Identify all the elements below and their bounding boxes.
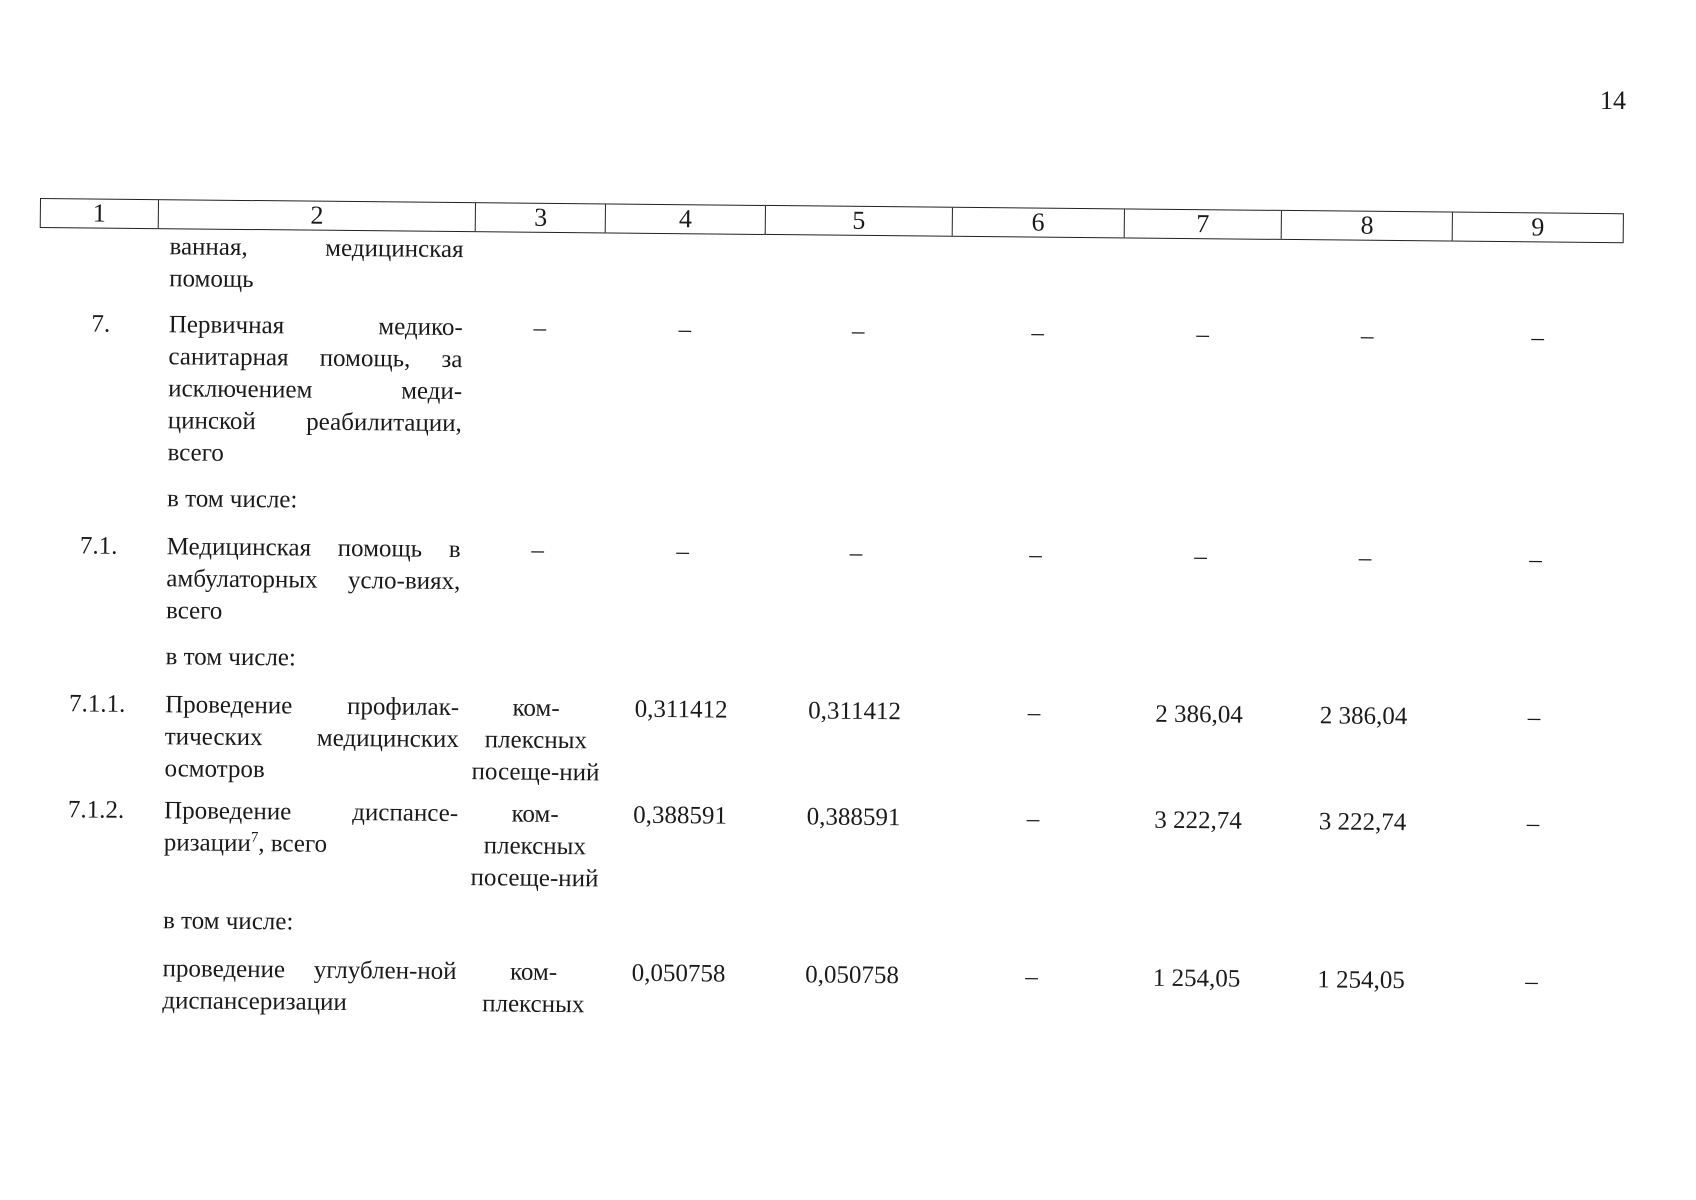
row-col-9: – <box>1527 704 1541 732</box>
row-col-5: – <box>849 539 863 567</box>
row-col-8: 3 222,74 <box>1318 808 1407 837</box>
table-row <box>32 952 1617 1031</box>
header-col-5: 5 <box>766 206 953 236</box>
header-col-8: 8 <box>1282 211 1453 241</box>
row-col-8: – <box>1360 322 1374 350</box>
row-col-7 <box>1118 914 1276 916</box>
row-number: 7.1. <box>79 532 118 560</box>
row-unit <box>469 908 599 909</box>
row-col-9 <box>1454 244 1624 246</box>
row-col-5: 0,388591 <box>806 803 901 832</box>
table-row <box>37 482 1621 529</box>
row-col-5: – <box>851 317 865 345</box>
row-col-7: – <box>1194 543 1207 571</box>
row-col-7: 2 386,04 <box>1155 700 1243 729</box>
row-col-6 <box>950 491 1122 493</box>
table-body <box>32 230 1623 1031</box>
table-row <box>37 308 1622 483</box>
table-row <box>33 904 1617 951</box>
row-col-8 <box>1276 916 1447 918</box>
row-unit <box>473 486 603 487</box>
row-name: Медицинская помощь в амбулаторных усло-виях, всего <box>165 533 461 625</box>
row-name: Проведение профилак-тических медицинских осмотров <box>164 691 460 784</box>
row-unit: ком-плексных <box>482 958 585 1019</box>
header-col-7: 7 <box>1124 209 1282 239</box>
row-unit: – <box>533 314 547 342</box>
row-col-6 <box>949 649 1121 651</box>
row-col-4: 0,388591 <box>633 801 728 830</box>
header-col-3: 3 <box>476 203 606 232</box>
row-col-6: – <box>1027 699 1041 727</box>
row-col-6 <box>953 239 1125 241</box>
row-unit: – <box>531 536 545 564</box>
row-col-7 <box>1125 240 1283 242</box>
row-name: в том числе: <box>165 643 297 672</box>
header-col-4: 4 <box>606 204 766 234</box>
row-col-8 <box>1280 494 1451 496</box>
row-col-5: 0,050758 <box>805 961 900 990</box>
row-col-5 <box>766 237 953 239</box>
row-number: 7.1.1. <box>68 690 126 718</box>
row-unit: ком-плексных посеще-ний <box>470 800 599 893</box>
row-col-7 <box>1122 492 1280 494</box>
row-col-5: 0,311412 <box>808 697 902 726</box>
header-col-6: 6 <box>953 208 1125 238</box>
row-col-9: – <box>1526 810 1540 838</box>
row-col-4 <box>603 487 763 489</box>
row-name-tail: , всего <box>258 830 328 858</box>
row-unit <box>472 644 602 645</box>
table-row <box>34 688 1619 799</box>
row-unit <box>476 234 606 235</box>
row-col-5 <box>763 489 950 491</box>
row-number: 7.1.2. <box>67 796 125 824</box>
row-col-9: – <box>1525 968 1538 996</box>
row-number <box>37 482 155 483</box>
table-row <box>39 230 1624 309</box>
row-col-5 <box>762 647 949 649</box>
row-col-8 <box>1283 242 1454 244</box>
row-col-7 <box>1121 650 1279 652</box>
row-col-6: – <box>1029 541 1042 569</box>
row-name <box>152 795 471 862</box>
table-row <box>33 794 1618 905</box>
row-col-8: 1 254,05 <box>1317 966 1405 995</box>
row-col-7: 1 254,05 <box>1152 964 1241 993</box>
row-col-4: 0,311412 <box>634 695 728 724</box>
row-number <box>40 230 158 231</box>
table-row <box>36 530 1621 641</box>
row-col-5 <box>759 911 946 913</box>
page-number: 14 <box>1600 86 1626 115</box>
row-col-9: – <box>1531 324 1545 352</box>
header-col-9: 9 <box>1531 212 1545 242</box>
row-col-4: – <box>678 316 692 344</box>
row-col-4 <box>599 909 759 911</box>
header-col-2: 2 <box>159 200 477 231</box>
row-col-4: 0,050758 <box>631 959 726 988</box>
row-col-7: 3 222,74 <box>1154 806 1242 835</box>
row-number <box>33 952 151 953</box>
row-col-4 <box>602 645 762 647</box>
table-row <box>35 640 1619 687</box>
row-name: в том числе: <box>162 907 294 936</box>
header-col-1: 1 <box>41 199 159 228</box>
row-name: Первичная медико-санитарная помощь, за исключением меди-цинской реабилитации, всего <box>167 311 463 467</box>
row-col-9 <box>1450 654 1620 656</box>
row-name: ванная, медицинская помощь <box>169 233 464 294</box>
row-name: проведение углублен-ной диспансеризации <box>162 955 457 1016</box>
row-col-6 <box>946 913 1118 915</box>
row-col-9: – <box>1529 546 1542 574</box>
row-col-4: – <box>676 538 690 566</box>
row-col-8 <box>1279 652 1450 654</box>
row-col-9 <box>1447 918 1617 920</box>
row-col-6: – <box>1031 319 1045 347</box>
row-col-7: – <box>1196 321 1210 349</box>
row-number <box>33 904 151 905</box>
row-name-text: Проведение диспансе-ризации <box>163 797 459 858</box>
footnote-marker: 7 <box>250 829 259 846</box>
row-col-6: – <box>1025 963 1038 991</box>
row-col-6: – <box>1026 805 1040 833</box>
row-number: 7. <box>91 310 111 338</box>
row-col-8: – <box>1358 544 1372 572</box>
row-name: в том числе: <box>166 485 298 514</box>
row-col-9 <box>1451 496 1621 498</box>
row-col-4 <box>606 235 766 237</box>
row-col-8: 2 386,04 <box>1319 702 1408 731</box>
table <box>32 198 1624 1031</box>
row-number <box>36 640 154 641</box>
row-unit: ком-плексных посеще-ний <box>471 694 600 787</box>
